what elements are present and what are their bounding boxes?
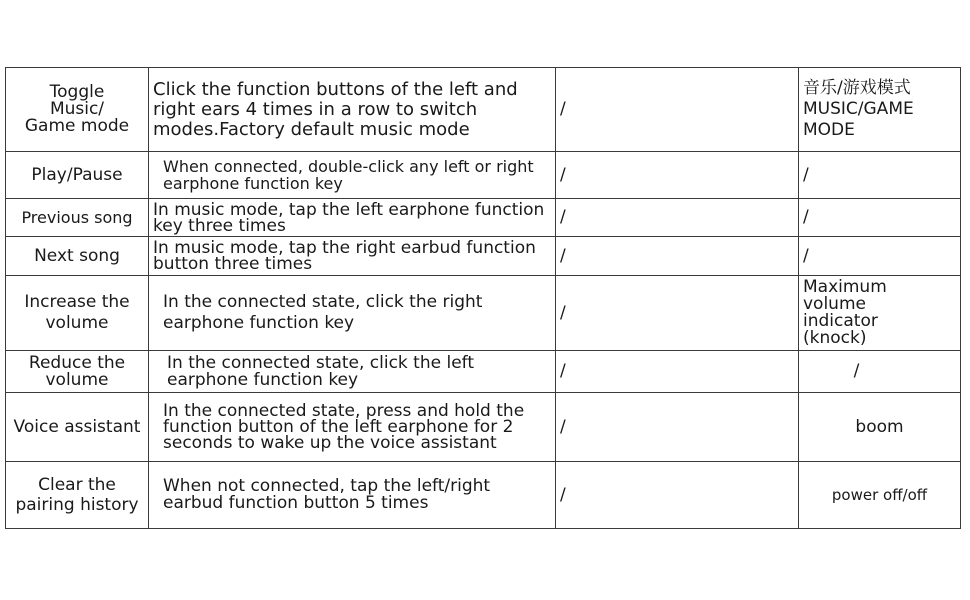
function-cell: Previous song: [6, 199, 149, 237]
note-cell: Maximum volume indicator (knock): [799, 276, 961, 351]
function-cell: Voice assistant: [6, 393, 149, 462]
function-cell: Next song: [6, 237, 149, 276]
status-cell: /: [556, 462, 799, 529]
function-cell: Increase the volume: [6, 276, 149, 351]
function-cell: Reduce the volume: [6, 351, 149, 393]
function-cell: Clear the pairing history: [6, 462, 149, 529]
table-row: [6, 462, 961, 529]
table-row: [6, 276, 961, 351]
note-cell: 音乐/游戏模式 MUSIC/GAME MODE: [799, 68, 961, 152]
table-row: [6, 68, 961, 152]
description-cell: In music mode, tap the left earphone function key three times: [149, 199, 556, 237]
table-row: [6, 351, 961, 393]
note-cell: power off/off: [799, 462, 961, 529]
note-cell: /: [799, 199, 961, 237]
description-cell: Click the function buttons of the left and right ears 4 times in a row to switch modes.Factory default music mode: [149, 68, 556, 152]
description-cell: In music mode, tap the right earbud function button three times: [149, 237, 556, 276]
table-row: [6, 393, 961, 462]
note-cell: boom: [799, 393, 961, 462]
operations-table: [5, 67, 961, 529]
status-cell: /: [556, 351, 799, 393]
description-cell: When connected, double-click any left or right earphone function key: [149, 152, 556, 199]
note-cell: /: [799, 351, 961, 393]
status-cell: /: [556, 68, 799, 152]
status-cell: /: [556, 152, 799, 199]
note-cell: /: [799, 152, 961, 199]
function-cell: Toggle Music/ Game mode: [6, 68, 149, 152]
function-cell: Play/Pause: [6, 152, 149, 199]
table-row: [6, 237, 961, 276]
status-cell: /: [556, 237, 799, 276]
status-cell: /: [556, 276, 799, 351]
table-row: [6, 152, 961, 199]
note-cell: /: [799, 237, 961, 276]
description-cell: In the connected state, click the right earphone function key: [149, 276, 556, 351]
status-cell: /: [556, 393, 799, 462]
description-cell: In the connected state, press and hold the function button of the left earphone for 2 seconds to wake up the voice assistant: [149, 393, 556, 462]
description-cell: When not connected, tap the left/right earbud function button 5 times: [149, 462, 556, 529]
status-cell: /: [556, 199, 799, 237]
table-row: [6, 199, 961, 237]
description-cell: In the connected state, click the left earphone function key: [149, 351, 556, 393]
